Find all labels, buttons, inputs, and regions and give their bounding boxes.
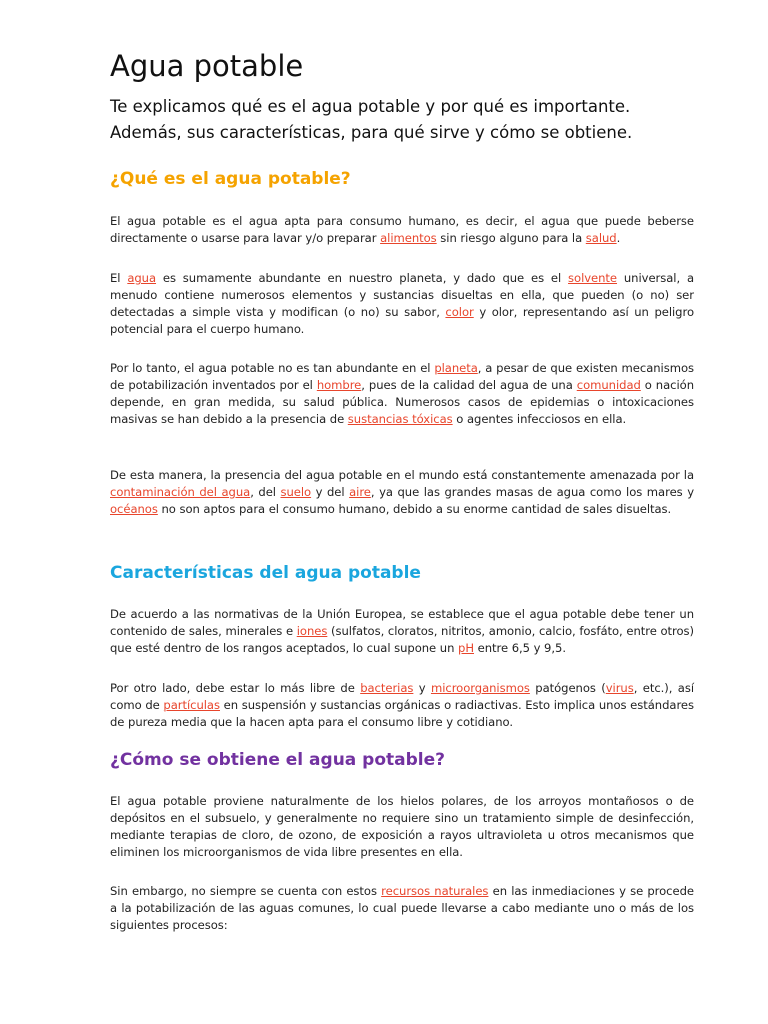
section-heading-que-es: ¿Qué es el agua potable? [110,169,351,189]
paragraph-text: , del [250,485,281,499]
paragraph-text: , pues de la calidad del agua de una [361,378,577,392]
inline-link[interactable]: suelo [280,485,312,499]
paragraph-text: , etc.), así como de [110,681,694,712]
paragraph-text: patógenos ( [529,681,606,695]
inline-link[interactable]: planeta [434,361,478,375]
section-1-paragraph-4 [110,467,694,518]
paragraph-text: en las inmediaciones y se procede a la potabilización de las aguas comunes, lo cual puede llevarse a cabo mediante uno o más de los siguientes procesos: [110,884,694,932]
paragraph-text: o nación depende, en gran medida, su salud pública. Numerosos casos de epidemias o intoxicaciones masivas se han debido a la presencia de [110,378,695,426]
section-3-paragraph-1 [110,793,694,861]
inline-link[interactable]: océanos [110,502,158,516]
paragraph-text: entre 6,5 y 9,5. [474,641,566,655]
inline-link[interactable]: bacterias [360,681,414,695]
paragraph-text: sin riesgo alguno para la [436,231,586,245]
section-3-paragraph-2 [110,883,694,934]
inline-link[interactable]: hombre [316,378,362,392]
inline-link[interactable]: virus [605,681,634,695]
paragraph-text: es sumamente abundante en nuestro planeta, y dado que es el [156,271,569,285]
paragraph-text: El [110,271,128,285]
inline-link[interactable]: agua [127,271,157,285]
section-1-paragraph-2 [110,270,694,338]
inline-link[interactable]: color [445,305,474,319]
page-title: Agua potable [110,49,304,83]
inline-link[interactable]: comunidad [576,378,641,392]
paragraph-text: De esta manera, la presencia del agua potable en el mundo está constantemente amenazada por la [110,468,694,482]
section-2-paragraph-1 [110,606,694,657]
paragraph-text: y del [311,485,350,499]
inline-link[interactable]: iones [296,624,328,638]
paragraph-text: , a pesar de que existen mecanismos de potabilización inventados por el [110,361,694,392]
inline-link[interactable]: salud [585,231,617,245]
inline-link[interactable]: sustancias tóxicas [347,412,453,426]
section-1-paragraph-3 [110,360,694,428]
inline-link[interactable]: microorganismos [430,681,530,695]
inline-link[interactable]: solvente [568,271,618,285]
paragraph-text: y [413,681,431,695]
inline-link[interactable]: partículas [163,698,220,712]
paragraph-text: Por otro lado, debe estar lo más libre de [110,681,361,695]
section-1-paragraph-1 [110,213,694,247]
paragraph-text: De acuerdo a las normativas de la Unión Europea, se establece que el agua potable debe tener un contenido de sales, minerales e [110,607,694,638]
paragraph-text: (sulfatos, cloratos, nitritos, amonio, calcio, fosfáto, entre otros) que esté dentro de los rangos aceptados, lo cual supone un [110,624,694,655]
paragraph-text: no son aptos para el consumo humano, debido a su enorme cantidad de sales disueltas. [157,502,672,516]
paragraph-text: El agua potable es el agua apta para consumo humano, es decir, el agua que puede beberse directamente o usarse para lavar y/o preparar [110,214,694,245]
paragraph-text: en suspensión y sustancias orgánicas o radiactivas. Esto implica unos estándares de pureza media que la hacen apta para el consumo libre y cotidiano. [110,698,694,729]
paragraph-text: . [616,231,621,245]
paragraph-text: o agentes infecciosos en ella. [452,412,627,426]
inline-link[interactable]: pH [458,641,474,655]
paragraph-text: Sin embargo, no siempre se cuenta con estos [110,884,382,898]
inline-link[interactable]: aire [349,485,371,499]
paragraph-text: universal, a menudo contiene numerosos elementos y sustancias disueltas en ella, que pueden (o no) ser detectadas a simple vista y modifican (o no) su sabor, [110,271,695,319]
section-2-paragraph-2 [110,680,694,731]
paragraph-text: El agua potable proviene naturalmente de los hielos polares, de los arroyos montañosos o de depósitos en el subsuelo, y generalmente no requiere sino un tratamiento simple de desinfección, mediante terapias de cloro, de ozono, de exposición a rayos ultravioleta u otros mecanismos que eliminen los microorganismos de vida libre presentes en ella. [110,794,694,859]
paragraph-text: y olor, representando así un peligro potencial para el cuerpo humano. [110,305,694,336]
inline-link[interactable]: alimentos [380,231,437,245]
paragraph-text: Por lo tanto, el agua potable no es tan abundante en el [110,361,435,375]
lead-paragraph: Te explicamos qué es el agua potable y por qué es importante. Además, sus características, para qué sirve y cómo se obtiene. [110,97,633,142]
section-heading-como-se-obtiene: ¿Cómo se obtiene el agua potable? [110,750,446,770]
section-heading-caracteristicas: Características del agua potable [110,563,421,583]
inline-link[interactable]: recursos naturales [381,884,489,898]
inline-link[interactable]: contaminación del agua [110,485,251,499]
paragraph-text: , ya que las grandes masas de agua como los mares y [370,485,695,499]
